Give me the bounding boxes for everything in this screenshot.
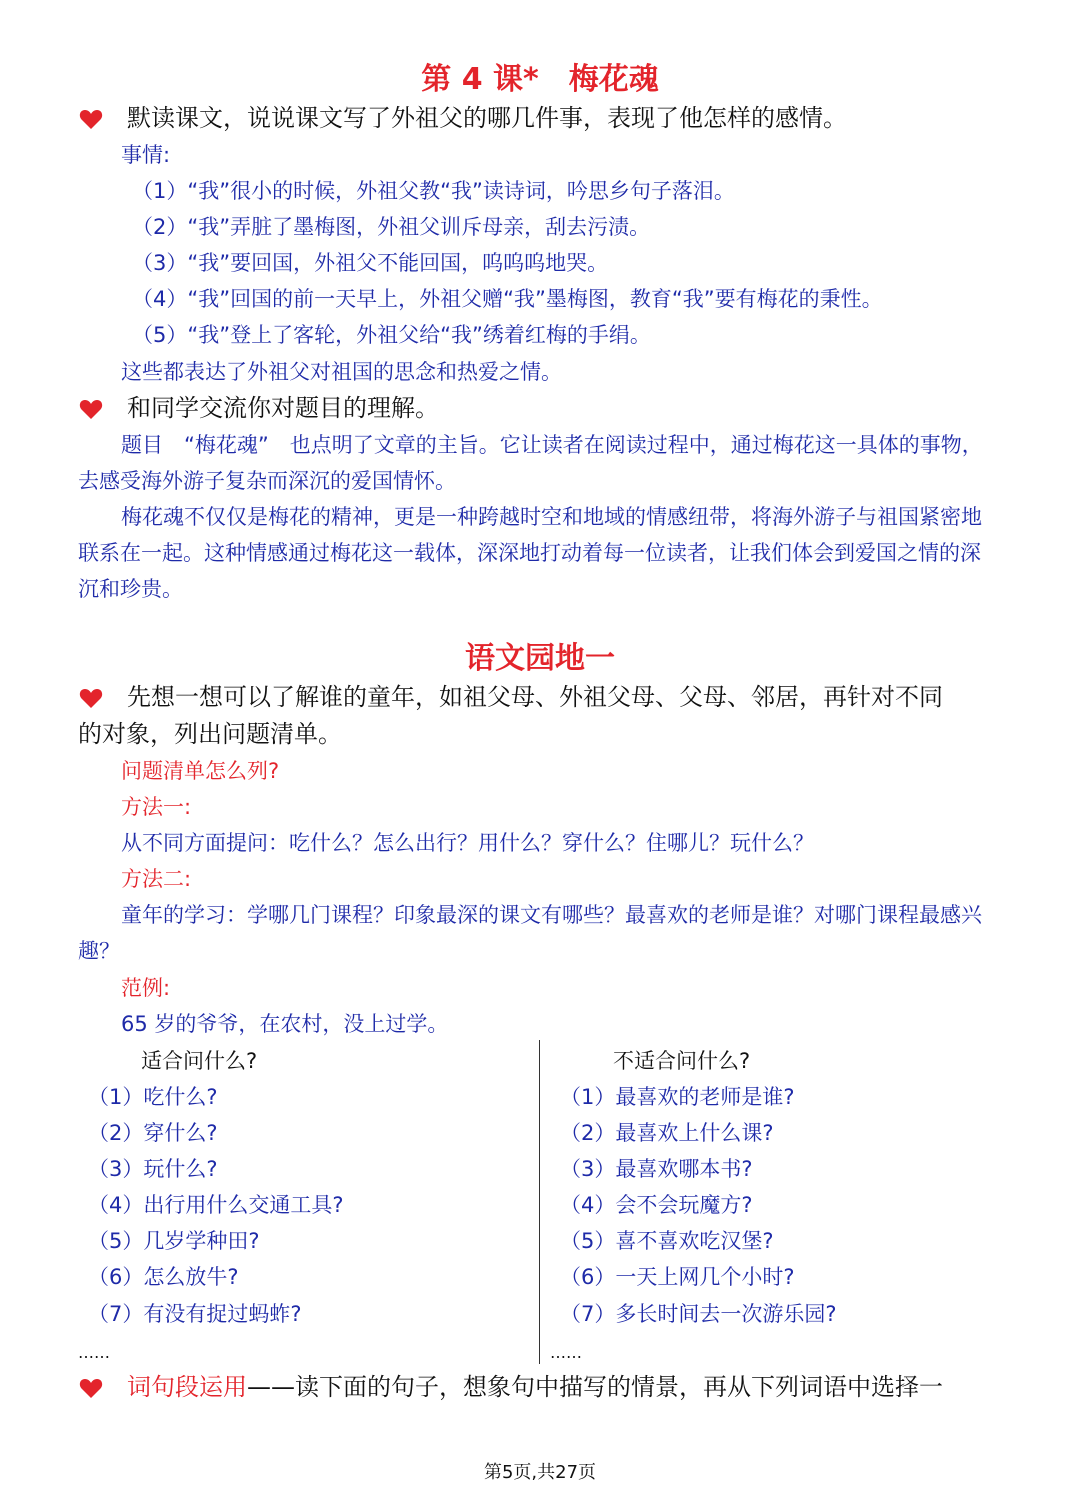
question-1: 默读课文，说说课文写了外祖父的哪几件事，表现了他怎样的感情。 xyxy=(127,104,847,132)
method-2-text: 童年的学习：学哪几门课程？印象最深的课文有哪些？最喜欢的老师是谁？对哪门课程最感兴 xyxy=(121,903,982,927)
heart-bullet-icon xyxy=(79,687,103,709)
page-number: 第5页,共27页 xyxy=(483,1462,597,1483)
method-1-text: 从不同方面提问：吃什么？怎么出行？用什么？穿什么？住哪儿？玩什么？ xyxy=(121,831,814,855)
suitable-item: （3）玩什么? xyxy=(88,1157,218,1181)
suitable-item: （2）穿什么? xyxy=(88,1121,218,1145)
event-item: （3）“我”要回国，外祖父不能回国，呜呜呜地哭。 xyxy=(132,251,609,275)
event-item: （5）“我”登上了客轮，外祖父给“我”绣着红梅的手绢。 xyxy=(132,323,651,347)
unsuitable-item: （6）一天上网几个小时? xyxy=(560,1265,795,1289)
suitable-item: （4）出行用什么交通工具? xyxy=(88,1193,344,1217)
suitable-item: （6）怎么放牛? xyxy=(88,1265,239,1289)
method-2-text-cont: 趣？ xyxy=(78,939,120,963)
how-to-list-label: 问题清单怎么列? xyxy=(121,759,280,783)
answer-paragraph-line: 题目 “梅花魂” 也点明了文章的主旨。它让读者在阅读过程中，通过梅花这一具体的事物， xyxy=(121,433,983,457)
unsuitable-item: （4）会不会玩魔方? xyxy=(560,1193,753,1217)
word-usage-instruction: ——读下面的句子，想象句中描写的情景，再从下列词语中选择一 xyxy=(247,1373,943,1401)
garden-question-1: 先想一想可以了解谁的童年，如祖父母、外祖父母、父母、邻居，再针对不同 xyxy=(127,683,943,711)
garden-question-1-cont: 的对象，列出问题清单。 xyxy=(78,720,342,748)
events-summary: 这些都表达了外祖父对祖国的思念和热爱之情。 xyxy=(121,360,562,384)
ellipsis-right: …… xyxy=(550,1343,582,1362)
column-divider xyxy=(539,1040,540,1364)
section-title: 语文园地一 xyxy=(465,641,615,676)
suitable-item: （5）几岁学种田? xyxy=(88,1229,260,1253)
event-item: （1）“我”很小的时候，外祖父教“我”读诗词，吟思乡句子落泪。 xyxy=(132,179,735,203)
event-item: （4）“我”回国的前一天早上，外祖父赠“我”墨梅图，教育“我”要有梅花的秉性。 xyxy=(132,287,883,311)
method-2-label: 方法二: xyxy=(121,867,192,891)
suitable-header: 适合问什么? xyxy=(141,1049,258,1073)
unsuitable-item: （1）最喜欢的老师是谁? xyxy=(560,1085,795,1109)
answer-paragraph-line: 梅花魂不仅仅是梅花的精神，更是一种跨越时空和地域的情感纽带，将海外游子与祖国紧密地 xyxy=(121,505,982,529)
heart-bullet-icon xyxy=(79,1377,103,1399)
answer-paragraph-line: 联系在一起。这种情感通过梅花这一载体，深深地打动着每一位读者，让我们体会到爱国之情的深 xyxy=(78,541,981,565)
event-item: （2）“我”弄脏了墨梅图，外祖父训斥母亲，刮去污渍。 xyxy=(132,215,651,239)
question-2: 和同学交流你对题目的理解。 xyxy=(127,394,439,422)
unsuitable-item: （2）最喜欢上什么课? xyxy=(560,1121,774,1145)
garden-question-3 xyxy=(127,1370,943,1404)
word-usage-label: 词句段运用 xyxy=(127,1373,247,1401)
answer-paragraph-line: 去感受海外游子复杂而深沉的爱国情怀。 xyxy=(78,469,456,493)
example-text: 65 岁的爷爷，在农村，没上过学。 xyxy=(121,1012,449,1036)
unsuitable-item: （5）喜不喜欢吃汉堡? xyxy=(560,1229,774,1253)
unsuitable-item: （3）最喜欢哪本书? xyxy=(560,1157,753,1181)
suitable-item: （1）吃什么? xyxy=(88,1085,218,1109)
suitable-item: （7）有没有捉过蚂蚱? xyxy=(88,1302,302,1326)
unsuitable-item: （7）多长时间去一次游乐园? xyxy=(560,1302,837,1326)
heart-bullet-icon xyxy=(79,398,103,420)
unsuitable-header: 不适合问什么? xyxy=(613,1049,751,1073)
method-1-label: 方法一: xyxy=(121,795,192,819)
ellipsis-left: …… xyxy=(78,1343,110,1362)
answer-paragraph-line: 沉和珍贵。 xyxy=(78,577,183,601)
lesson-title: 第 4 课* 梅花魂 xyxy=(421,62,659,97)
heart-bullet-icon xyxy=(79,108,103,130)
example-label: 范例: xyxy=(121,976,171,1000)
events-label: 事情: xyxy=(121,143,171,167)
